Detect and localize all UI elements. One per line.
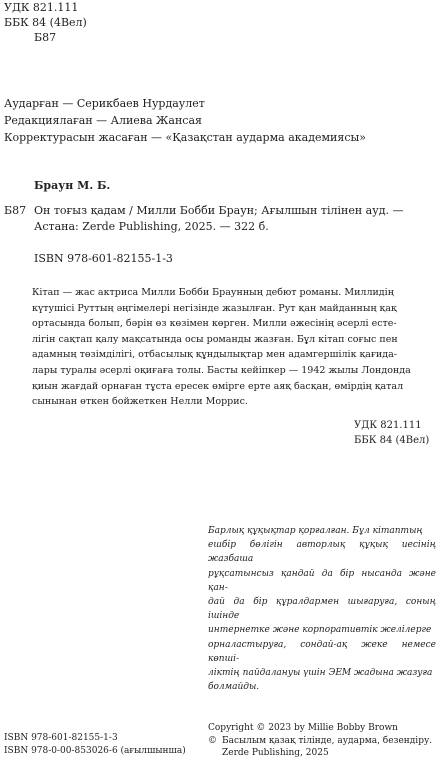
rights-line: Барлық құқықтар қорғалған. Бұл кітаптың — [208, 526, 423, 536]
bbk-code: ББК 84 (4Вел) — [4, 16, 87, 29]
isbn-english: ISBN 978-0-00-853026-6 (ағылшынша) — [4, 746, 186, 756]
rights-notice — [208, 524, 436, 694]
udk-code: УДК 821.111 — [4, 1, 79, 14]
rights-line: орналастыруға, сондай-ақ жеке немесе көпші- — [208, 639, 436, 664]
annotation-line: лігін сақтап қалу мақсатында осы романды жазған. Бұл кітап соғыс пен — [32, 333, 398, 345]
annotation-line: Кітап — жас актриса Милли Бобби Браунның дебют романы. Миллидің — [32, 287, 394, 298]
copyright-publisher-line: Zerde Publishing, 2025 — [222, 748, 329, 758]
credit-proofreader: Корректурасын жасаған — «Қазақстан аударма академиясы» — [4, 131, 366, 144]
copyright-edition-line: Басылым қазақ тілінде, аудармa, безендіру. — [222, 736, 433, 746]
rights-line: рұқсатынсыз қандай да бір нысанда және қан- — [208, 568, 436, 593]
classification-udk: УДК 821.111 — [354, 420, 422, 431]
credit-editor: Редакциялаған — Алиева Жансая — [4, 114, 202, 127]
record-title-line: Он тоғыз қадам / Милли Бобби Браун; Ағылшын тілінен ауд. — — [34, 204, 404, 217]
annotation-line: ортасында болып, бәрін өз көзімен көрген. Милли әжесінің әсерлі есте- — [32, 318, 397, 330]
annotation-line: күтушісі Руттың әңгімелері негізінде жазылған. Рут қан майданның қақ — [32, 302, 397, 314]
isbn-kazakh: ISBN 978-601-82155-1-3 — [4, 733, 118, 743]
rights-line: интернетке және корпоративтік желілерге — [208, 625, 432, 636]
copyright-icon: © — [208, 736, 217, 746]
annotation-line: қиын жағдай орнаған тұста ересек өмірге ерте аяқ басқан, өмірдің қатал — [32, 380, 404, 392]
credit-translator: Аударған — Серикбаев Нурдаулет — [4, 97, 205, 110]
copyright-original: Copyright © 2023 by Millie Bobby Brown — [208, 723, 398, 733]
rights-line: ліктің пайдалануы үшін ЭЕМ жадына жазуға — [208, 668, 433, 679]
author-mark: Б87 — [34, 31, 57, 44]
record-mark: Б87 — [4, 204, 27, 217]
record-author: Браун М. Б. — [34, 179, 111, 192]
annotation-line: адамның төзімділігі, отбасылық құндылықтар мен адамгершілік қағида- — [32, 349, 397, 361]
record-publication-line: Астана: Zerde Publishing, 2025. — 322 б. — [34, 220, 269, 233]
rights-line: дай да бір құралдармен шығаруға, соның ішінде — [208, 597, 436, 622]
classification-bbk: ББК 84 (4Вел) — [354, 435, 430, 446]
annotation-line: сынынан өткен бойжеткен Нелли Моррис. — [32, 396, 248, 408]
annotation-line: лары туралы әсерлі оқиғаға толы. Басты кейіпкер — 1942 жылы Лондонда — [32, 364, 411, 376]
annotation — [32, 285, 437, 410]
rights-line: болмайды. — [208, 682, 260, 693]
record-isbn: ISBN 978-601-82155-1-3 — [34, 252, 173, 265]
rights-line: ешбір бөлігін авторлық құқық иесінің жазбаша — [208, 540, 436, 565]
copyright-edition — [208, 735, 436, 759]
